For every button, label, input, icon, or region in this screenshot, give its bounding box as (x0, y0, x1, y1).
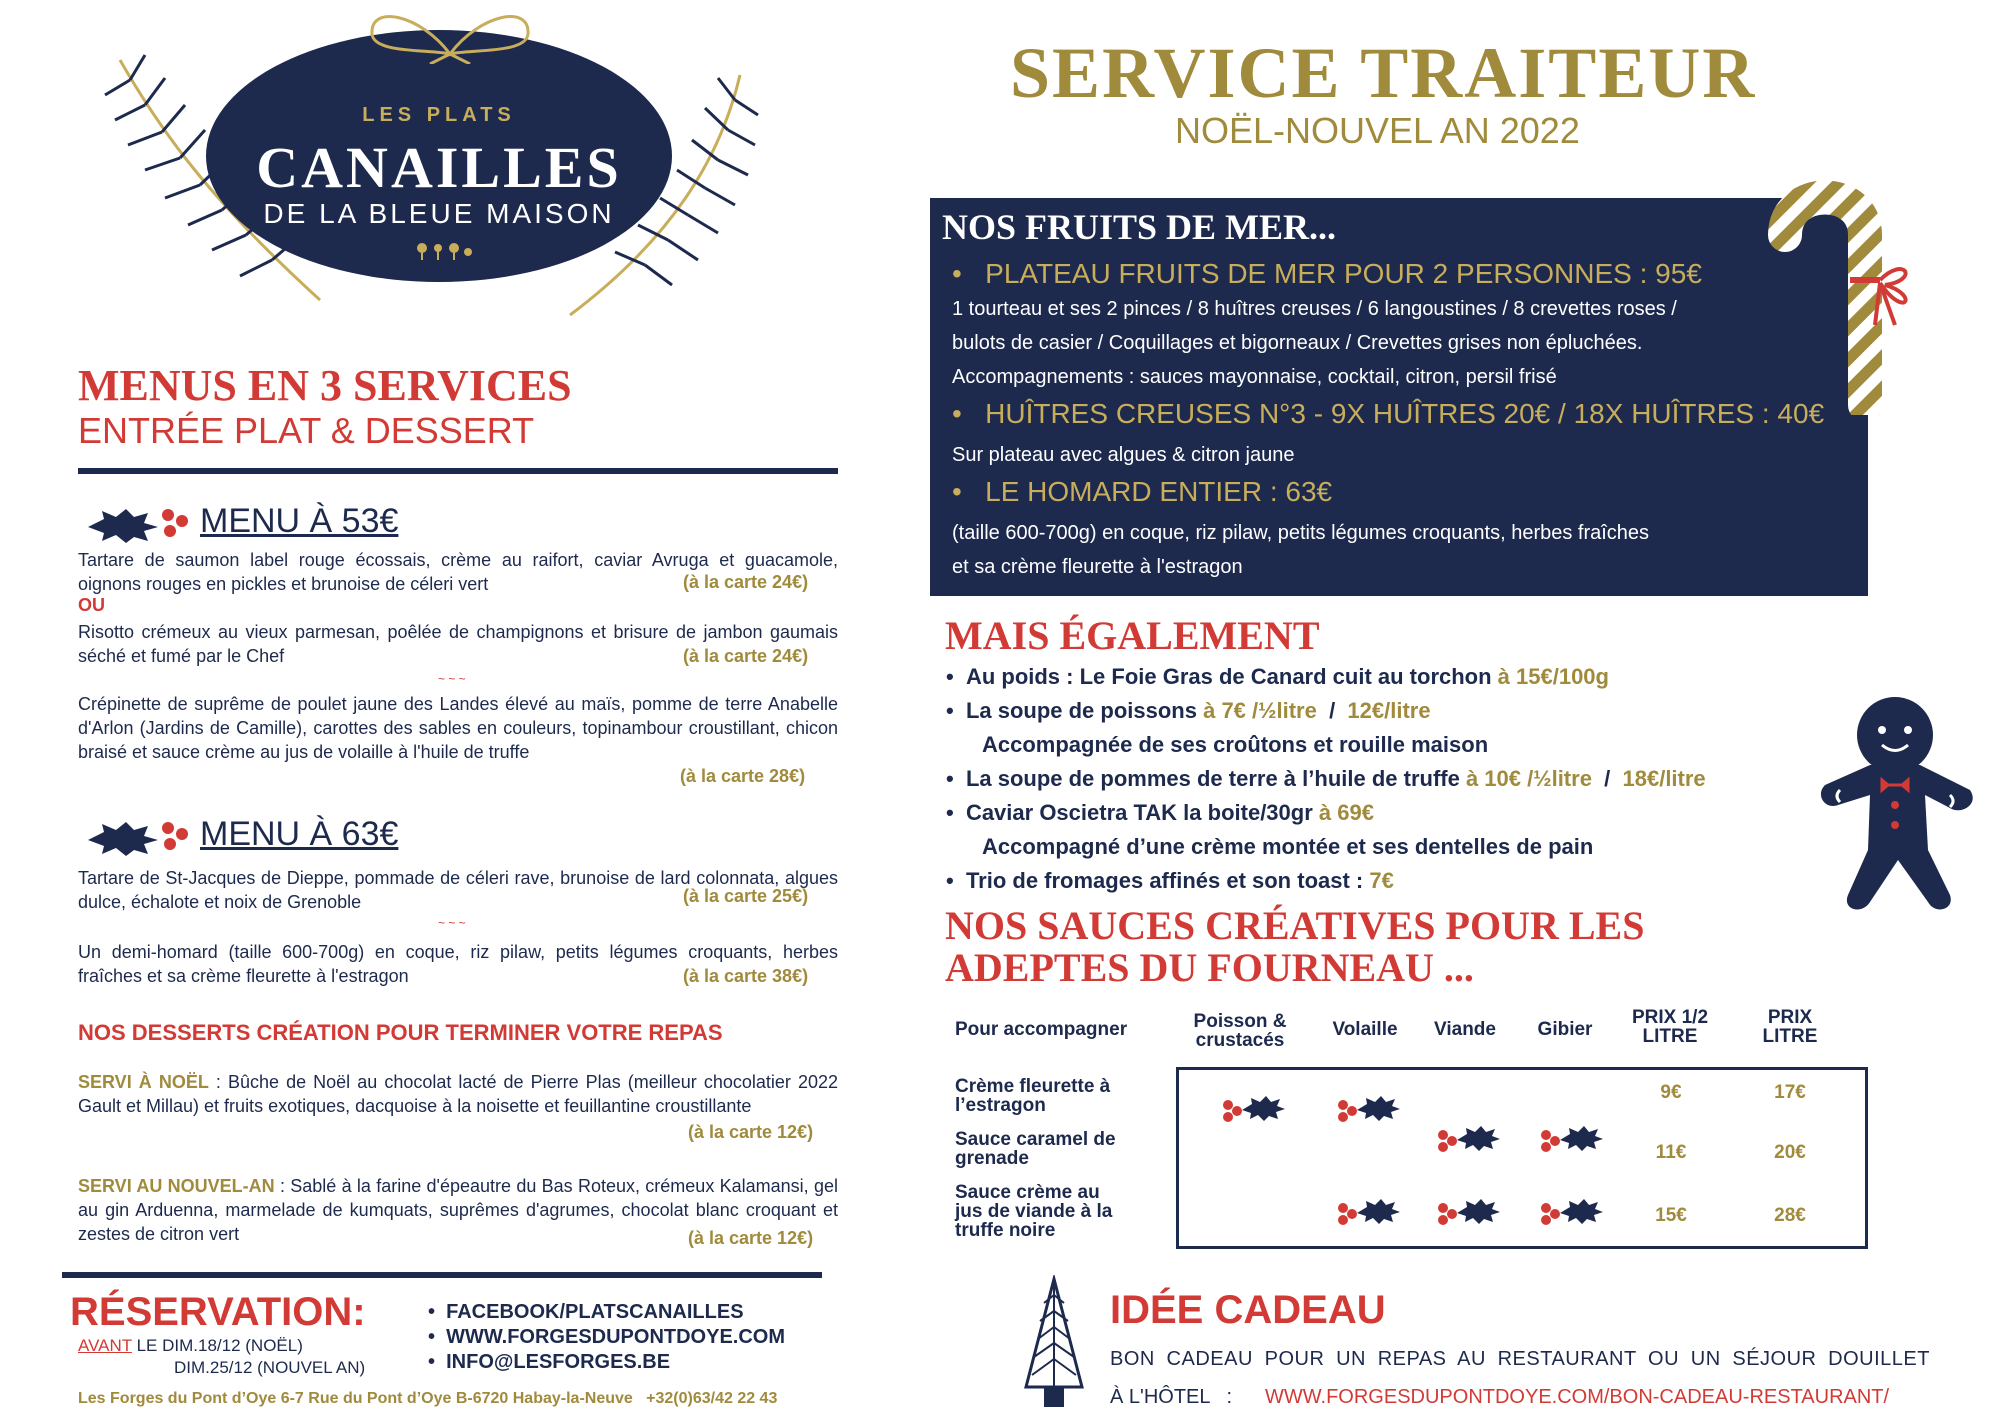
menu63-starter-price: (à la carte 25€) (683, 886, 809, 906)
facebook-link[interactable]: • FACEBOOK/PLATSCANAILLES (428, 1301, 744, 1323)
sauces-title-line2: ADEPTES DU FOURNEAU ... (945, 945, 1474, 990)
holly-icon (86, 505, 196, 545)
seafood-panel (930, 198, 1868, 596)
logo-line3: DE LA BLEUE MAISON (263, 198, 615, 229)
menus-section-title: MENUS EN 3 SERVICES (78, 361, 572, 410)
seafood-item2-desc: Sur plateau avec algues & citron jaune (952, 444, 1295, 466)
dessert-noel-label: SERVI À NOËL (78, 1072, 209, 1092)
holly-mark-r3-viande (1435, 1195, 1501, 1227)
holly-mark-r1-poisson (1220, 1092, 1286, 1124)
candy-cane-icon (1755, 165, 1935, 415)
reservation-avant: AVANT (78, 1336, 132, 1355)
also-title: MAIS ÉGALEMENT (945, 613, 1320, 658)
section-divider (78, 468, 838, 474)
dessert-noel-text: : Bûche de Noël au chocolat lacté de Pierre Plas (meilleur chocolatier 2022 Gault et Millau) et fruits exotiques, dacquoise à la noisette et feuillantine croustillante (78, 1072, 838, 1116)
sauces-title-line1: NOS SAUCES CRÉATIVES POUR LES (945, 903, 1645, 948)
seafood-title: NOS FRUITS DE MER... (942, 207, 1337, 247)
col-poisson: Poisson & crustacés (1193, 1011, 1287, 1051)
sauce-row1-full-price: 17€ (1774, 1082, 1806, 1103)
seafood-item3-title: • LE HOMARD ENTIER : 63€ (952, 476, 1333, 507)
page-subtitle: NOËL-NOUVEL AN 2022 (1175, 110, 1580, 151)
sauce-row2-full-price: 20€ (1774, 1142, 1806, 1163)
gift-text: BON CADEAU POUR UN REPAS AU RESTAURANT OU UN SÉJOUR DOUILLET (1110, 1348, 1930, 1370)
dessert-noel-price: (à la carte 12€) (688, 1122, 814, 1142)
reservation-date2: DIM.25/12 (NOUVEL AN) (174, 1358, 366, 1377)
gift-title: IDÉE CADEAU (1110, 1288, 1386, 1332)
seafood-item1-desc3: Accompagnements : sauces mayonnaise, cocktail, citron, persil frisé (952, 366, 1557, 388)
holly-mark-r2-viande (1435, 1122, 1501, 1154)
email-link[interactable]: • INFO@LESFORGES.BE (428, 1351, 671, 1373)
website-link[interactable]: • WWW.FORGESDUPONTDOYE.COM (428, 1326, 786, 1348)
seafood-item1-title: • PLATEAU FRUITS DE MER POUR 2 PERSONNES : 95€ (952, 258, 1702, 289)
holly-icon (86, 818, 196, 858)
christmas-tree-icon (1018, 1275, 1090, 1411)
also-item4-sub: Accompagné d’une crème montée et ses dentelles de pain (982, 834, 1594, 859)
menu53-starter1-price: (à la carte 24€) (683, 572, 809, 592)
sauces-accompany-label: Pour accompagner (955, 1019, 1128, 1040)
menu53-starter2: Risotto crémeux au vieux parmesan, poêlée de champignons et brisure de jambon gaumais séché et fumé par le Chef (78, 622, 838, 666)
sauces-title (945, 905, 1644, 989)
also-item2: • La soupe de poissons à 7€ /½litre / 12€/litre (946, 698, 1431, 723)
reservation-date1-text: LE DIM.18/12 (NOËL) (136, 1336, 303, 1355)
menu63-starter: Tartare de St-Jacques de Dieppe, pommade de céleri rave, brunoise de lard colonnata, algues dulce, échalote et noix de Grenoble (78, 868, 838, 912)
menu53-separator: ~ ~ ~ (438, 672, 466, 686)
ribbon-bow-icon (360, 4, 540, 64)
seafood-item2-title: • HUÎTRES CREUSES N°3 - 9X HUÎTRES 20€ / 18X HUÎTRES : 40€ (952, 398, 1825, 429)
menu53-or: OU (78, 595, 105, 615)
col-volaille: Volaille (1332, 1019, 1398, 1040)
sauce-row2-half-price: 11€ (1655, 1142, 1687, 1163)
menus-section-subtitle: ENTRÉE PLAT & DESSERT (78, 410, 535, 451)
menu53-title: MENU À 53€ (200, 502, 399, 540)
page-title: SERVICE TRAITEUR (1010, 33, 1757, 113)
seafood-item3-desc2: et sa crème fleurette à l'estragon (952, 556, 1243, 578)
sauce-row2-label: Sauce caramel de grenade (955, 1129, 1116, 1169)
reservation-date1 (78, 1336, 303, 1356)
reservation-contacts (428, 1300, 785, 1375)
also-item3: • La soupe de pommes de terre à l’huile de truffe à 10€ /½litre / 18€/litre (946, 766, 1706, 791)
menu53-starter2-price: (à la carte 24€) (683, 646, 809, 666)
gift-text2: À L'HÔTEL : (1110, 1386, 1233, 1408)
menu63-main-price: (à la carte 38€) (683, 966, 809, 986)
sauce-row3-full-price: 28€ (1774, 1205, 1806, 1226)
holly-mark-r3-volaille (1335, 1195, 1401, 1227)
desserts-title: NOS DESSERTS CRÉATION POUR TERMINER VOTRE REPAS (78, 1020, 723, 1045)
gingerbread-man-icon (1810, 690, 1975, 915)
col-gibier: Gibier (1537, 1019, 1593, 1040)
reservation-title: RÉSERVATION: (70, 1290, 366, 1334)
sauce-row1-label: Crème fleurette à l’estragon (955, 1076, 1111, 1116)
logo-line2: CANAILLES (256, 135, 622, 200)
holly-mark-r3-gibier (1538, 1195, 1604, 1227)
address-line: Les Forges du Pont d’Oye 6-7 Rue du Pont d’Oye B-6720 Habay-la-Neuve +32(0)63/42 22 43 (78, 1390, 778, 1407)
logo-badge (206, 30, 672, 282)
dessert-noel (78, 1070, 838, 1118)
sauce-row1-half-price: 9€ (1660, 1082, 1682, 1103)
menu53-starter1: Tartare de saumon label rouge écossais, crème au raifort, caviar Avruga et guacamole, oignons rouges en pickles et brunoise de céleri vert (78, 550, 838, 594)
col-viande: Viande (1434, 1019, 1496, 1040)
logo-line1: LES PLATS (362, 104, 516, 126)
holly-mark-r1-volaille (1335, 1092, 1401, 1124)
also-item2-sub: Accompagnée de ses croûtons et rouille maison (982, 732, 1489, 757)
utensils-icon (414, 240, 474, 262)
sauce-row3-label: Sauce crème au jus de viande à la truffe noire (955, 1182, 1113, 1241)
also-item5: • Trio de fromages affinés et son toast : 7€ (946, 868, 1394, 893)
seafood-item3-desc1: (taille 600-700g) en coque, riz pilaw, petits légumes croquants, herbes fraîches (952, 522, 1650, 544)
dessert-nouvel-price: (à la carte 12€) (688, 1228, 814, 1248)
menu53-main: Crépinette de suprême de poulet jaune des Landes élevé au maïs, pomme de terre Anabelle d'Arlon (Jardins de Camille), carottes des sables en couleurs, topinambour croustillant, chicon braisé et sauce crème au jus de volaille à l'huile de truffe (78, 694, 838, 762)
sauce-row3-half-price: 15€ (1655, 1205, 1687, 1226)
col-full-price: PRIX LITRE (1762, 1007, 1818, 1047)
also-item4: • Caviar Oscietra TAK la boite/30gr à 69€ (946, 800, 1374, 825)
col-half-price: PRIX 1/2 LITRE (1631, 1007, 1709, 1047)
dessert-nouvel-label: SERVI AU NOUVEL-AN (78, 1176, 275, 1196)
also-item1: • Au poids : Le Foie Gras de Canard cuit au torchon à 15€/100g (946, 664, 1609, 689)
menu63-main: Un demi-homard (taille 600-700g) en coque, riz pilaw, petits légumes croquants, herbes fraîches et sa crème fleurette à l'estragon (78, 942, 838, 986)
seafood-item1-desc1: 1 tourteau et ses 2 pinces / 8 huîtres creuses / 6 langoustines / 8 crevettes roses / (952, 298, 1677, 320)
gift-url[interactable]: WWW.FORGESDUPONTDOYE.COM/BON-CADEAU-RESTAURANT/ (1265, 1386, 1890, 1408)
dessert-nouvel-text: : Sablé à la farine d'épeautre du Bas Roteux, crémeux Kalamansi, gel au gin Arduenna, marmelade de kumquats, suprêmes d'agrumes, chocolat blanc croquant et zestes de citron vert (78, 1176, 838, 1244)
menu63-separator: ~ ~ ~ (438, 916, 466, 930)
menu53-main-price: (à la carte 28€) (680, 766, 806, 786)
reservation-divider (62, 1272, 822, 1278)
holly-mark-r2-gibier (1538, 1122, 1604, 1154)
menu63-title: MENU À 63€ (200, 815, 399, 853)
seafood-item1-desc2: bulots de casier / Coquillages et bigorneaux / Crevettes grises non épluchées. (952, 332, 1643, 354)
